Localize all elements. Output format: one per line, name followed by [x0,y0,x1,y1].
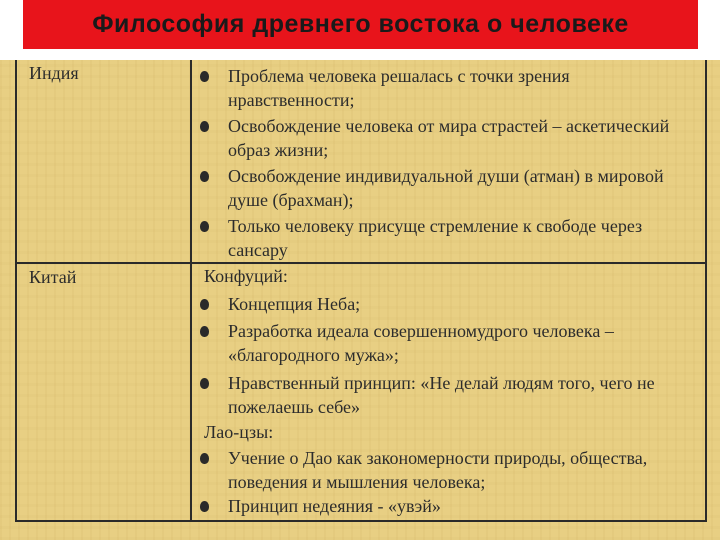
list-item [228,164,696,212]
list-item-text: Нравственный принцип: «Не делай людям того, чего не пожелаешь себе» [228,373,655,417]
country-cell [17,60,192,262]
description-cell [192,264,705,520]
page-title: Философия древнего востока о человеке [92,10,629,38]
philosopher-label-laozi: Лао-цзы: [204,422,274,442]
table-row-china [17,264,705,520]
table-row-india [17,60,705,264]
bullet-icon [200,71,209,82]
slide-body [0,60,720,540]
bullet-icon [200,378,209,389]
bullet-icon [200,221,209,232]
bullet-icon [200,121,209,132]
bullet-icon [200,326,209,337]
country-cell [17,264,192,520]
list-item [228,114,696,162]
list-item [228,64,696,112]
list-item-text: Разработка идеала совершенномудрого человека – «благородного мужа»; [228,321,614,365]
list-item-text: Учение о Дао как закономерности природы, общества, поведения и мышления человека; [228,448,648,492]
list-item [228,371,696,419]
list-item-text: Концепция Неба; [228,294,361,314]
list-item [228,292,696,316]
list-item [228,214,696,262]
list-item-text: Освобождение индивидуальной души (атман) в мировой душе (брахман); [228,166,664,210]
list-item-text: Проблема человека решалась с точки зрения нравственности; [228,66,570,110]
list-item-text: Только человеку присуще стремление к свободе через сансару [228,216,643,260]
list-item [228,494,696,518]
list-item-text: Освобождение человека от мира страстей – аскетический образ жизни; [228,116,670,160]
country-label-india: Индия [29,63,79,83]
list-item [228,446,696,494]
philosopher-label-confucius: Конфуций: [204,266,288,286]
bullet-icon [200,453,209,464]
list-item [228,319,696,367]
bullet-icon [200,171,209,182]
description-cell [192,60,705,262]
philosophy-table [15,60,707,522]
title-bar [23,0,698,49]
bullet-icon [200,299,209,310]
country-label-china: Китай [29,267,77,287]
bullet-icon [200,501,209,512]
list-item-text: Принцип недеяния - «увэй» [228,496,441,516]
